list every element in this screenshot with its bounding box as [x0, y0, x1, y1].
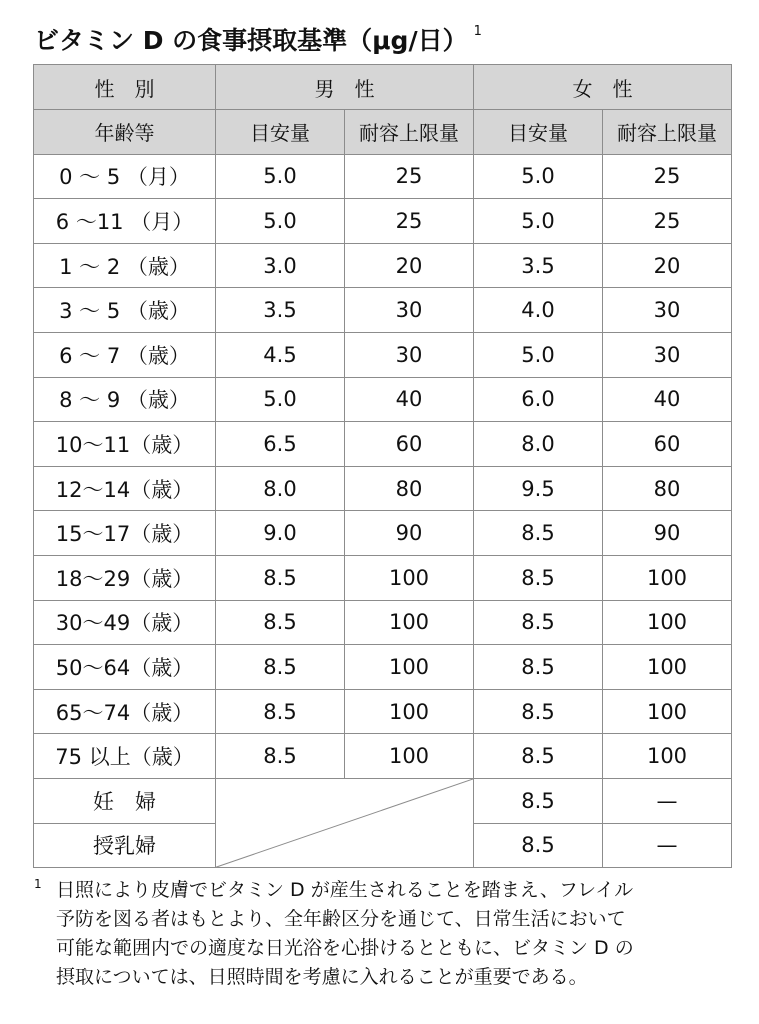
female-ai-cell: 5.0 — [474, 154, 603, 199]
table-row — [34, 332, 732, 377]
female-ul-cell: 20 — [603, 243, 732, 288]
header-male-adequate-intake: 目安量 — [216, 110, 345, 155]
male-ul-cell: 25 — [345, 154, 474, 199]
male-ai-cell: 8.0 — [216, 466, 345, 511]
page-title — [34, 12, 482, 55]
female-ai-cell: 8.5 — [474, 511, 603, 556]
female-ul-cell: 80 — [603, 466, 732, 511]
male-ai-cell: 8.5 — [216, 555, 345, 600]
female-ai-cell: 4.0 — [474, 288, 603, 333]
header-male-upper-limit: 耐容上限量 — [345, 110, 474, 155]
footnote-line: 可能な範囲内での適度な日光浴を心掛けるとともに、ビタミン D の — [56, 937, 634, 959]
vitamin-d-intake-table — [33, 64, 732, 868]
female-ai-cell: 8.5 — [474, 555, 603, 600]
male-ai-cell: 6.5 — [216, 422, 345, 467]
male-ai-cell: 9.0 — [216, 511, 345, 556]
table-row — [34, 645, 732, 690]
age-cell: 3 ～ 5 （歳） — [34, 288, 216, 333]
male-ul-cell: 100 — [345, 689, 474, 734]
age-cell: 1 ～ 2 （歳） — [34, 243, 216, 288]
male-ai-cell: 3.5 — [216, 288, 345, 333]
age-cell: 12～14（歳） — [34, 466, 216, 511]
footnote-line: 予防を図る者はもとより、全年齢区分を通じて、日常生活において — [56, 908, 626, 930]
female-ul-cell: 40 — [603, 377, 732, 422]
female-ai-cell: 8.5 — [474, 734, 603, 779]
female-ai-cell: 8.0 — [474, 422, 603, 467]
female-ul-cell: 100 — [603, 689, 732, 734]
male-ul-cell: 100 — [345, 645, 474, 690]
title-footnote-mark: 1 — [473, 24, 482, 39]
footnote-mark: 1 — [34, 877, 42, 891]
title-text: ビタミン D の食事摂取基準（μg/日） — [34, 26, 468, 55]
header-female: 女 性 — [474, 65, 732, 110]
table-row — [34, 555, 732, 600]
not-applicable-diagonal-cell — [216, 778, 474, 867]
female-ul-cell: 90 — [603, 511, 732, 556]
female-ai-cell: 8.5 — [474, 778, 603, 823]
male-ul-cell: 30 — [345, 332, 474, 377]
female-ul-cell: — — [603, 823, 732, 868]
header-female-upper-limit: 耐容上限量 — [603, 110, 732, 155]
female-ai-cell: 5.0 — [474, 199, 603, 244]
age-cell: 10～11（歳） — [34, 422, 216, 467]
male-ul-cell: 80 — [345, 466, 474, 511]
male-ul-cell: 100 — [345, 555, 474, 600]
header-female-adequate-intake: 目安量 — [474, 110, 603, 155]
age-cell: 15～17（歳） — [34, 511, 216, 556]
female-ul-cell: 30 — [603, 288, 732, 333]
female-ai-cell: 3.5 — [474, 243, 603, 288]
age-cell: 65～74（歳） — [34, 689, 216, 734]
header-row-sex — [34, 65, 732, 110]
footnote — [34, 876, 734, 992]
female-ai-cell: 9.5 — [474, 466, 603, 511]
table-row — [34, 199, 732, 244]
table-row-pregnant — [34, 778, 732, 823]
female-ai-cell: 6.0 — [474, 377, 603, 422]
table-row — [34, 422, 732, 467]
male-ai-cell: 3.0 — [216, 243, 345, 288]
female-ul-cell: 100 — [603, 734, 732, 779]
male-ai-cell: 8.5 — [216, 600, 345, 645]
male-ul-cell: 100 — [345, 734, 474, 779]
male-ul-cell: 90 — [345, 511, 474, 556]
female-ul-cell: 60 — [603, 422, 732, 467]
male-ai-cell: 5.0 — [216, 154, 345, 199]
male-ai-cell: 4.5 — [216, 332, 345, 377]
female-ul-cell: 100 — [603, 600, 732, 645]
header-age-label: 年齢等 — [34, 110, 216, 155]
table-row — [34, 600, 732, 645]
age-cell: 6 ～11 （月） — [34, 199, 216, 244]
table-row — [34, 689, 732, 734]
male-ai-cell: 8.5 — [216, 689, 345, 734]
female-ul-cell: 100 — [603, 555, 732, 600]
male-ul-cell: 25 — [345, 199, 474, 244]
table-row — [34, 243, 732, 288]
lactating-label-cell: 授乳婦 — [34, 823, 216, 868]
female-ai-cell: 8.5 — [474, 823, 603, 868]
age-cell: 18～29（歳） — [34, 555, 216, 600]
age-cell: 30～49（歳） — [34, 600, 216, 645]
footnote-line: 日照により皮膚でビタミン D が産生されることを踏まえ、フレイル — [56, 879, 634, 901]
male-ul-cell: 40 — [345, 377, 474, 422]
female-ul-cell: 25 — [603, 154, 732, 199]
table-row — [34, 377, 732, 422]
age-cell: 6 ～ 7 （歳） — [34, 332, 216, 377]
diagonal-slash — [216, 779, 473, 867]
header-row-measures — [34, 110, 732, 155]
male-ai-cell: 8.5 — [216, 734, 345, 779]
header-male: 男 性 — [216, 65, 474, 110]
female-ai-cell: 5.0 — [474, 332, 603, 377]
table-row — [34, 154, 732, 199]
female-ai-cell: 8.5 — [474, 600, 603, 645]
female-ai-cell: 8.5 — [474, 689, 603, 734]
age-cell: 50～64（歳） — [34, 645, 216, 690]
age-cell: 75 以上（歳） — [34, 734, 216, 779]
male-ul-cell: 30 — [345, 288, 474, 333]
age-cell: 8 ～ 9 （歳） — [34, 377, 216, 422]
female-ul-cell: 100 — [603, 645, 732, 690]
female-ai-cell: 8.5 — [474, 645, 603, 690]
table-row — [34, 734, 732, 779]
male-ul-cell: 100 — [345, 600, 474, 645]
table-row — [34, 288, 732, 333]
footnote-line: 摂取については、日照時間を考慮に入れることが重要である。 — [56, 966, 588, 988]
age-cell: 0 ～ 5 （月） — [34, 154, 216, 199]
male-ai-cell: 5.0 — [216, 199, 345, 244]
table-row — [34, 466, 732, 511]
pregnant-label-cell: 妊 婦 — [34, 778, 216, 823]
male-ai-cell: 8.5 — [216, 645, 345, 690]
male-ai-cell: 5.0 — [216, 377, 345, 422]
table-row — [34, 511, 732, 556]
female-ul-cell: 30 — [603, 332, 732, 377]
male-ul-cell: 60 — [345, 422, 474, 467]
female-ul-cell: 25 — [603, 199, 732, 244]
header-sex-label: 性 別 — [34, 65, 216, 110]
male-ul-cell: 20 — [345, 243, 474, 288]
female-ul-cell: — — [603, 778, 732, 823]
